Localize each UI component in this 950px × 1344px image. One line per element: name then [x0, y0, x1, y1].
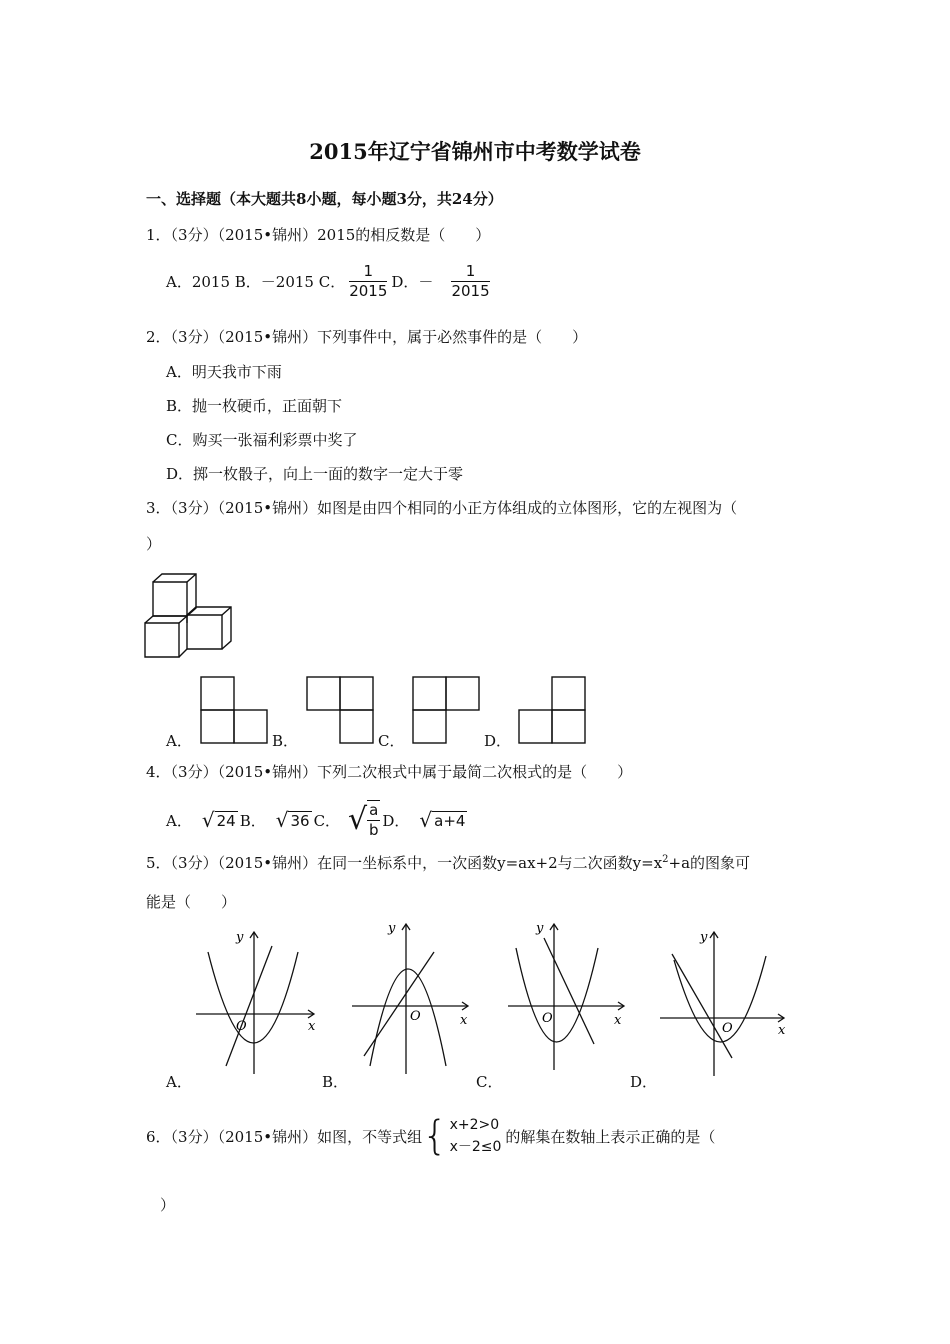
q4-stem: 4．（3分）（2015•锦州）下列二次根式中属于最简二次根式的是（ ）	[146, 763, 633, 781]
q4-c-fraction	[367, 800, 380, 840]
q5-graph-c	[506, 916, 636, 1072]
q5-label-b: B．	[322, 1073, 349, 1091]
q3-view-c	[412, 676, 480, 744]
q2-option-a: A．明天我市下雨	[166, 363, 282, 381]
q5-stem-end: 能是（ ）	[146, 893, 237, 911]
q3-label-d: D．	[484, 732, 512, 750]
q6-stem-part2: 的解集在数轴上表示正确的是（	[505, 1127, 716, 1146]
q1-option-d-label: D．－	[391, 273, 434, 291]
q4-c-radical-sign: √	[348, 802, 368, 837]
q1-stem: 1．（3分）（2015•锦州）2015的相反数是（ ）	[146, 226, 491, 244]
q5-stem-part2: +a的图象可	[668, 854, 751, 872]
q6-inequality-1: x+2>0	[449, 1117, 500, 1133]
q4-a-radical-sign: √	[201, 808, 215, 832]
q1-options	[166, 262, 490, 301]
q5-a-origin-label: O	[236, 1019, 247, 1034]
q4-label-a: A．	[166, 811, 192, 830]
q5-stem-part1: 5．（3分）（2015•锦州）在同一坐标系中，一次函数y=ax+2与二次函数y=x	[146, 854, 663, 872]
q6-inequality-2: x－2≤0	[449, 1139, 502, 1155]
q5-c-origin-label: O	[542, 1011, 553, 1026]
q1-c-numerator: 1	[349, 262, 387, 282]
q5-graph-d	[658, 926, 792, 1078]
q3-stem: 3．（3分）（2015•锦州）如图是由四个相同的小正方体组成的立体图形，它的左视图为（	[146, 499, 738, 517]
q5-label-c: C．	[476, 1073, 503, 1091]
q1-d-numerator: 1	[451, 262, 489, 282]
q5-b-y-label: y	[388, 921, 396, 936]
q3-label-c: C．	[378, 732, 405, 750]
q4-d-radicand: a+4	[434, 812, 466, 830]
q2-option-c: C．购买一张福利彩票中奖了	[166, 431, 358, 449]
q3-cube-figure	[140, 568, 240, 664]
q3-stem-end: ）	[146, 535, 162, 553]
q5-b-origin-label: O	[410, 1009, 421, 1024]
q1-option-c-fraction	[349, 262, 387, 301]
q3-view-b	[306, 676, 374, 744]
q4-d-radical-sign: √	[419, 808, 433, 832]
q4-label-b: B．	[239, 811, 266, 830]
q5-graph-a	[194, 924, 324, 1076]
q5-b-x-label: x	[460, 1013, 468, 1028]
q5-d-x-label: x	[778, 1023, 786, 1038]
q4-option-b-root	[276, 810, 312, 830]
q2-option-d: D．掷一枚骰子，向上一面的数字一定大于零	[166, 465, 464, 483]
q4-option-a-root	[202, 810, 238, 830]
q6-stem-end: ）	[160, 1196, 176, 1214]
q2-stem: 2．（3分）（2015•锦州）下列事件中，属于必然事件的是（ ）	[146, 328, 588, 346]
q3-view-d	[518, 676, 586, 744]
q5-stem	[146, 852, 750, 873]
q5-a-y-label: y	[236, 930, 244, 945]
q4-label-d: D．	[382, 811, 410, 830]
q6-brace: {	[422, 1113, 448, 1159]
q1-option-d-fraction	[451, 262, 489, 301]
q4-c-denominator: b	[369, 821, 379, 839]
q4-a-radicand: 24	[216, 812, 236, 830]
q6-inequality-system	[422, 1114, 501, 1158]
q5-graph-b	[350, 916, 480, 1076]
q5-d-y-label: y	[700, 930, 708, 945]
q1-c-denominator: 2015	[349, 282, 388, 300]
q3-view-a	[200, 676, 268, 744]
q4-b-radicand: 36	[290, 812, 310, 830]
q5-c-y-label: y	[536, 921, 544, 936]
q5-c-x-label: x	[614, 1013, 622, 1028]
q5-a-x-label: x	[308, 1019, 316, 1034]
q4-option-c-root	[348, 800, 380, 840]
q1-d-denominator: 2015	[451, 282, 490, 300]
q4-options	[166, 800, 467, 840]
q4-b-radical-sign: √	[275, 808, 289, 832]
q5-exponent: 2	[662, 854, 669, 865]
q5-d-origin-label: O	[722, 1021, 733, 1036]
q5-label-a: A．	[166, 1073, 192, 1091]
q4-option-d-root	[419, 810, 467, 830]
q3-label-b: B．	[272, 732, 299, 750]
q4-c-numerator: a	[369, 801, 379, 819]
q6-system-rows	[450, 1114, 502, 1158]
q6-stem-part1: 6．（3分）（2015•锦州）如图，不等式组	[146, 1127, 423, 1146]
page-title: 2015年辽宁省锦州市中考数学试卷	[309, 139, 641, 164]
q6-stem	[146, 1114, 715, 1158]
section-heading: 一、选择题（本大题共8小题，每小题3分，共24分）	[146, 190, 503, 208]
q3-label-a: A．	[166, 732, 192, 750]
q2-option-b: B．抛一枚硬币，正面朝下	[166, 397, 343, 415]
q5-label-d: D．	[630, 1073, 658, 1091]
q1-options-ab: A．2015 B．－2015 C．	[166, 273, 346, 291]
q4-label-c: C．	[313, 811, 341, 830]
